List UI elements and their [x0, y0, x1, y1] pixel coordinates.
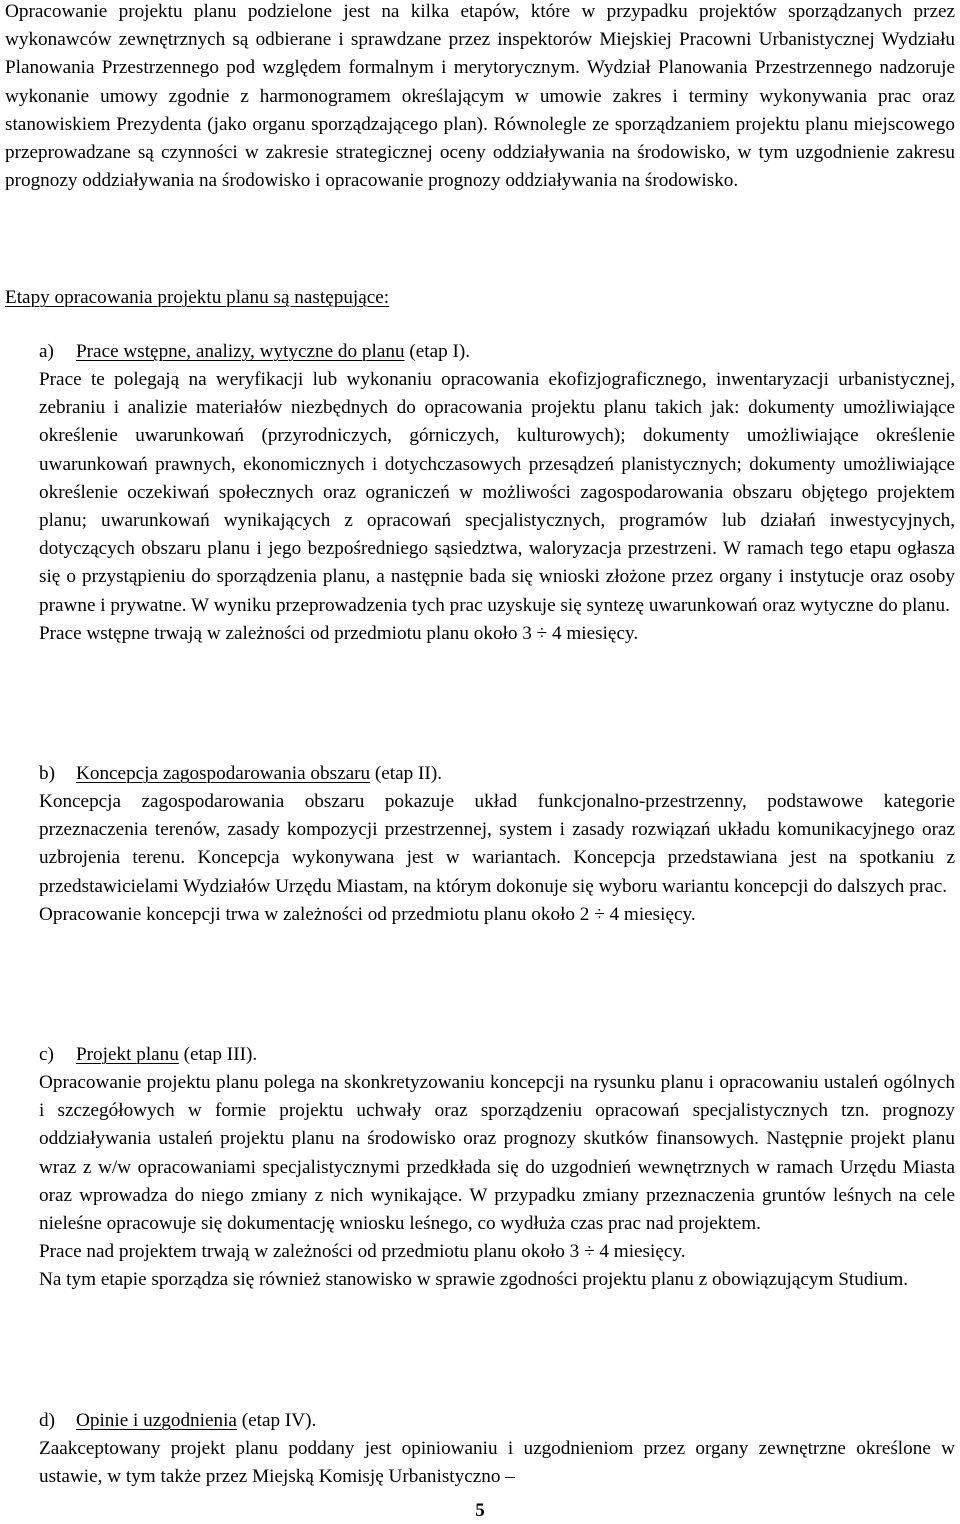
section-c-stage: (etap III). [178, 1044, 258, 1065]
page-number: 5 [475, 1500, 485, 1521]
section-d-body [39, 1435, 955, 1491]
section-b-title [39, 760, 442, 788]
section-a-paragraph-1: Prace te polegają na weryfikacji lub wykonaniu opracowania ekofizjograficznego, inwentaryzacji urbanistycznej, zebraniu i analizie materiałów niezbędnych do opracowania projektu planu takich jak: dokumenty umożliwiające określenie uwarunkowań (przyrodniczych, górniczych, kulturowych); dokumenty umożliwiające określenie uwarunkowań prawnych, ekonomicznych i dotychczasowych przesądzeń planistycznych; dokumenty umożliwiające określenie oczekiwań społecznych oraz ograniczeń w możliwości zagospodarowania obszaru objętego projektem planu; uwarunkowań wynikających z opracowań specjalistycznych, programów lub działań inwestycyjnych, dotyczących obszaru planu i jego bezpośredniego sąsiedztwa, waloryzacja przestrzeni. W ramach tego etapu ogłasza się o przystąpieniu do sporządzenia planu, a następnie bada się wnioski złożone przez organy i instytucje oraz osoby prawne i prywatne. W wyniku przeprowadzenia tych prac uzyskuje się syntezę uwarunkowań oraz wytyczne do planu. [39, 369, 955, 616]
section-a-body [39, 366, 955, 648]
section-a-stage: (etap I). [404, 341, 471, 362]
section-d-title [39, 1407, 316, 1435]
section-c-letter: c) [39, 1044, 54, 1065]
section-b-paragraph-2: Opracowanie koncepcji trwa w zależności od przedmiotu planu około 2 ÷ 4 miesięcy. [39, 903, 696, 925]
section-a-title-text: Prace wstępne, analizy, wytyczne do planu [76, 341, 405, 362]
stages-heading-text: Etapy opracowania projektu planu są następujące: [5, 287, 390, 308]
section-b-body [39, 788, 955, 929]
section-c-paragraph-1: Opracowanie projektu planu polega na skonkretyzowaniu koncepcji na rysunku planu i opracowaniu ustaleń ogólnych i szczegółowych w formie projektu uchwały oraz sporządzeniu opracowań specjalistycznych tzn. prognozy oddziaływania ustaleń projektu planu na środowisko oraz prognozy skutków finansowych. Następnie projekt planu wraz z w/w opracowaniami specjalistycznymi przedkłada się do uzgodnień wewnętrznych w ramach Urzędu Miasta oraz wprowadza do niego zmiany z nich wynikające. W przypadku zmiany przeznaczenia gruntów leśnych na cele nieleśne opracowuje się dokumentację wniosku leśnego, co wydłuża czas prac nad projektem. [39, 1072, 955, 1235]
section-b-letter: b) [39, 763, 55, 784]
section-c-paragraph-3: Na tym etapie sporządza się również stanowisko w sprawie zgodności projektu planu z obowiązującym Studium. [39, 1269, 909, 1291]
section-a-paragraph-2: Prace wstępne trwają w zależności od przedmiotu planu około 3 ÷ 4 miesięcy. [39, 622, 639, 644]
intro-paragraph: Opracowanie projektu planu podzielone jest na kilka etapów, które w przypadku projektów sporządzanych przez wykonawców zewnętrznych są odbierane i sprawdzane przez inspektorów Miejskiej Pracowni Urbanistycznej Wydziału Planowania Przestrzennego pod względem formalnym i merytorycznym. Wydział Planowania Przestrzennego nadzoruje wykonanie umowy zgodnie z harmonogramem określającym w umowie zakres i terminy wykonywania prac oraz stanowiskiem Prezydenta (jako organu sporządzającego plan). Równolegle ze sporządzaniem projektu planu miejscowego przeprowadzane są czynności w zakresie strategicznej oceny oddziaływania na środowisko, w tym uzgodnienie zakresu prognozy oddziaływania na środowisko i opracowanie prognozy oddziaływania na środowisko. [5, 1, 955, 192]
section-b-stage: (etap II). [370, 763, 443, 784]
section-c-title [39, 1041, 257, 1069]
section-c-body [39, 1069, 955, 1295]
section-d-title-text: Opinie i uzgodnienia [76, 1410, 237, 1431]
section-d-stage: (etap IV). [236, 1410, 317, 1431]
section-b-paragraph-1: Koncepcja zagospodarowania obszaru pokazuje układ funkcjonalno-przestrzenny, podstawowe kategorie przeznaczenia terenów, zasady kompozycji przestrzennej, system i zasady rozwiązań układu komunikacyjnego oraz uzbrojenia terenu. Koncepcja wykonywana jest w wariantach. Koncepcja przedstawiana jest na spotkaniu z przedstawicielami Wydziałów Urzędu Miastam, na którym dokonuje się wyboru wariantu koncepcji do dalszych prac. [39, 791, 955, 897]
section-c-paragraph-2: Prace nad projektem trwają w zależności od przedmiotu planu około 3 ÷ 4 miesięcy. [39, 1241, 686, 1263]
section-d-paragraph-1: Zaakceptowany projekt planu poddany jest opiniowaniu i uzgodnieniom przez organy zewnętrzne określone w ustawie, w tym także przez Miejską Komisję Urbanistyczno – [39, 1438, 955, 1488]
section-a-title [39, 338, 470, 366]
section-d-letter: d) [39, 1410, 55, 1431]
section-b-title-text: Koncepcja zagospodarowania obszaru [76, 763, 371, 784]
section-a-letter: a) [39, 341, 54, 362]
stages-heading [5, 284, 389, 312]
section-c-title-text: Projekt planu [76, 1044, 179, 1065]
